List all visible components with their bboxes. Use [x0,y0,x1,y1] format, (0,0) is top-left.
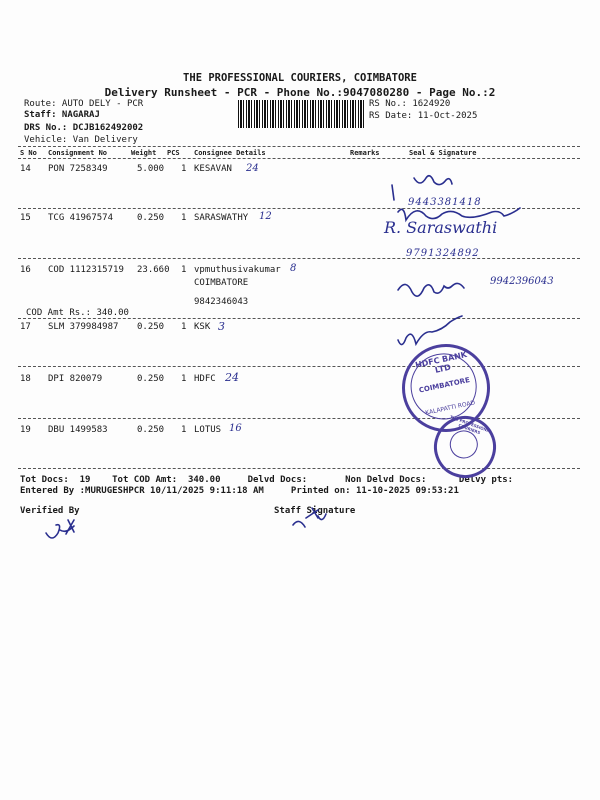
totals-line: Tot Docs: 19 Tot COD Amt: 340.00 Delvd Docs: Non Delvd Docs: Delvy pts: [20,475,514,485]
rs-date: RS Date: 11-Oct-2025 [369,111,478,121]
handwritten-note: 3 [218,320,225,333]
row-consignment: DPI 820079 [48,374,103,384]
row-consignee: KSK [194,322,211,332]
row-consignee: SARASWATHY [194,213,249,223]
handwritten-note: 24 [225,371,239,384]
row-sno: 16 [20,265,31,275]
handwritten-signature: R. Saraswathi [384,218,498,237]
handwritten-phone: 9443381418 [408,197,482,208]
stamp-text: THE PROFESSIONAL COURIERS [449,414,493,436]
staff-signature-label: Staff Signature [274,506,356,516]
row-pcs: 1 [181,265,187,275]
row-sno: 14 [20,164,31,174]
row-consignee: HDFC [194,374,216,384]
col-consignment: Consignment No [48,149,108,157]
runsheet-title: Delivery Runsheet - PCR - Phone No.:9047080280 - Page No.:2 [104,86,496,99]
row-weight: 0.250 [137,374,165,384]
col-pcs: PCS [167,149,180,157]
row-sno: 15 [20,213,31,223]
stamp-text: COIMBATORE [418,375,471,395]
verified-by-label: Verified By [20,506,80,516]
row-consignment: TCG 41967574 [48,213,114,223]
handwritten-phone: 9942396043 [490,276,554,287]
col-weight: Weight [131,149,157,157]
row-pcs: 1 [181,322,187,332]
row-phone: 9842346043 [194,297,249,307]
handwritten-note: 12 [259,211,272,222]
row-consignee: vpmuthusivakumar [194,265,281,275]
handwritten-note: 24 [246,163,259,174]
entered-line: Entered By :MURUGESHPCR 10/11/2025 9:11:18 AM Printed on: 11-10-2025 09:53:21 [20,486,459,496]
row-consignment: SLM 379984987 [48,322,119,332]
row-weight: 0.250 [137,213,165,223]
company-title: THE PROFESSIONAL COURIERS, COIMBATORE [183,72,417,84]
row-pcs: 1 [181,164,187,174]
rs-number: RS No.: 1624920 [369,99,451,109]
row-pcs: 1 [181,425,187,435]
cod-amount: COD Amt Rs.: 340.00 [26,308,129,318]
row-pcs: 1 [181,213,187,223]
row-consignment: PON 7258349 [48,164,108,174]
row-consignee: LOTUS [194,425,222,435]
col-sno: S No [20,149,37,157]
row-sno: 17 [20,322,31,332]
row-sno: 18 [20,374,31,384]
col-consignee: Consignee Details [194,149,266,157]
stamp-text: KALAPATTI ROAD [424,399,476,417]
handwritten-phone: 9791324892 [406,248,480,259]
staff-label: Staff: NAGARAJ [24,110,100,120]
col-seal: Seal & Signature [409,149,477,157]
row-consignee: KESAVAN [194,164,232,174]
row-pcs: 1 [181,374,187,384]
row-city: COIMBATORE [194,278,249,288]
row-weight: 5.000 [137,164,165,174]
route-label: Route: AUTO DELY - PCR [24,99,144,109]
row-consignment: COD 1112315719 [48,265,124,275]
handwritten-note: 8 [290,263,297,274]
row-weight: 23.660 [137,265,170,275]
drs-label: DRS No.: DCJB162492002 [24,123,144,133]
col-remarks: Remarks [350,149,380,157]
row-weight: 0.250 [137,322,165,332]
row-consignment: DBU 1499583 [48,425,108,435]
vehicle-label: Vehicle: Van Delivery [24,135,138,145]
stamp-text: HDFC BANK LTD [414,350,468,375]
row-sno: 19 [20,425,31,435]
row-weight: 0.250 [137,425,165,435]
handwritten-note: 16 [229,423,242,434]
